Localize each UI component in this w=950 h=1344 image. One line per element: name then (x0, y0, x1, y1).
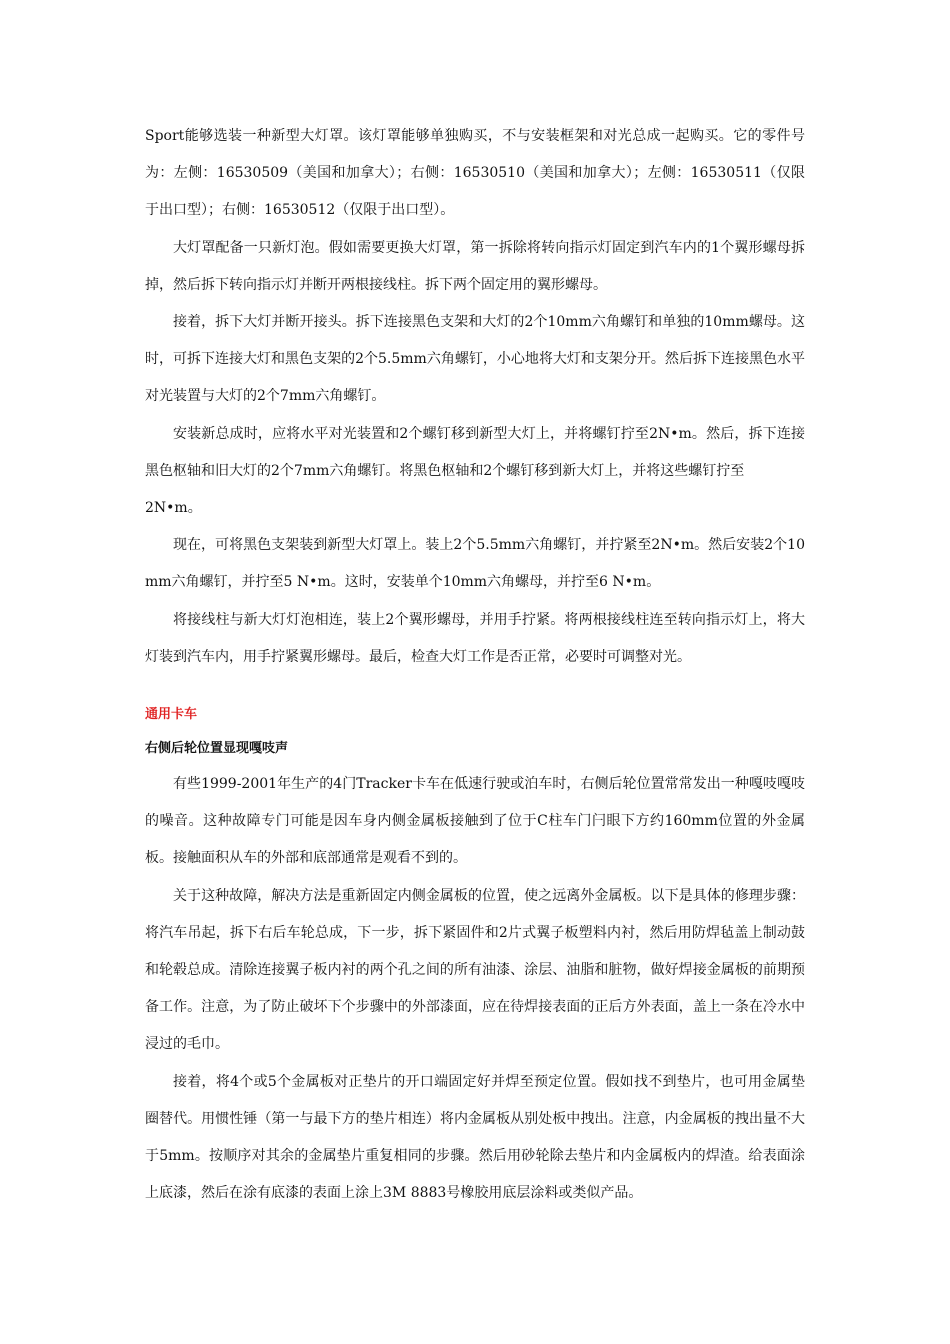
paragraph-connect-terminals: 将接线柱与新大灯灯泡相连，装上2个翼形螺母，并用手拧紧。将两根接线柱连至转向指示灯上，将大灯装到汽车内，用手拧紧翼形螺母。最后，检查大灯工作是否正常，必要时可调整对光。 (145, 611, 805, 665)
document-body (145, 118, 805, 1212)
paragraph-repair-steps: 关于这种故障，解决方法是重新固定内侧金属板的位置，使之远离外金属板。以下是具体的修理步骤：将汽车吊起，拆下右后车轮总成，下一步，拆下紧固件和2片式翼子板塑料内衬，然后用防焊毡盖上制动鼓和轮毂总成。清除连接翼子板内衬的两个孔之间的所有油漆、涂层、油脂和脏物，做好焊接金属板的前期预备工作。注意，为了防止破坏下个步骤中的外部漆面，应在待焊接表面的正后方外表面，盖上一条在冷水中浸过的毛巾。 (145, 887, 805, 1053)
article-title: 右侧后轮位置显现嘎吱声 (145, 741, 289, 757)
paragraph-noise-symptom: 有些1999-2001年生产的4门Tracker卡车在低速行驶或泊车时，右侧后轮位置常常发出一种嘎吱嘎吱的噪音。这种故障专门可能是因车身内侧金属板接触到了位于C柱车门闩眼下方约160mm位置的外金属板。接触面积从车的外部和底部通常是观看不到的。 (145, 776, 805, 867)
paragraph-install-assembly: 安装新总成时，应将水平对光装置和2个螺钉移到新型大灯上，并将螺钉拧至2N•m。然后，拆下连接黑色枢轴和旧大灯的2个7mm六角螺钉。将黑色枢轴和2个螺钉移到新大灯上，并将这些螺钉拧至 (145, 425, 805, 479)
paragraph-remove-headlamp: 接着，拆下大灯并断开接头。拆下连接黑色支架和大灯的2个10mm六角螺钉和单独的10mm螺母。这时，可拆下连接大灯和黑色支架的2个5.5mm六角螺钉，小心地将大灯和支架分开。然后拆下连接黑色水平对光装置与大灯的2个7mm六角螺钉。 (145, 314, 805, 405)
paragraph-part-numbers: Sport能够选装一种新型大灯罩。该灯罩能够单独购买，不与安装框架和对光总成一起购买。它的零件号为：左侧：16530509（美国和加拿大）；右侧：16530510（美国和加拿大）；左侧：16530511（仅限于出口型）；右侧：16530512（仅限于出口型）。 (145, 128, 805, 219)
paragraph-headlamp-bulb: 大灯罩配备一只新灯泡。假如需要更换大灯罩，第一拆除将转向指示灯固定到汽车内的1个翼形螺母拆掉，然后拆下转向指示灯并断开两根接线柱。拆下两个固定用的翼形螺母。 (145, 239, 805, 293)
section-title: 通用卡车 (145, 707, 198, 723)
paragraph-weld-spacers: 接着，将4个或5个金属板对正垫片的开口端固定好并焊至预定位置。假如找不到垫片，也可用金属垫圈替代。用惯性锤（第一与最下方的垫片相连）将内金属板从别处板中拽出。注意，内金属板的拽出量不大于5mm。按顺序对其余的金属垫片重复相同的步骤。然后用砂轮除去垫片和内金属板内的焊渣。给表面涂上底漆，然后在涂有底漆的表面上涂上3M 8883号橡胶用底层涂料或类似产品。 (145, 1073, 805, 1202)
paragraph-torque-value: 2N•m。 (145, 500, 202, 517)
paragraph-install-bracket: 现在，可将黑色支架装到新型大灯罩上。装上2个5.5mm六角螺钉，并拧紧至2N•m。然后安装2个10mm六角螺钉，并拧至5 N•m。这时，安装单个10mm六角螺母，并拧至6 N•m。 (145, 537, 805, 591)
